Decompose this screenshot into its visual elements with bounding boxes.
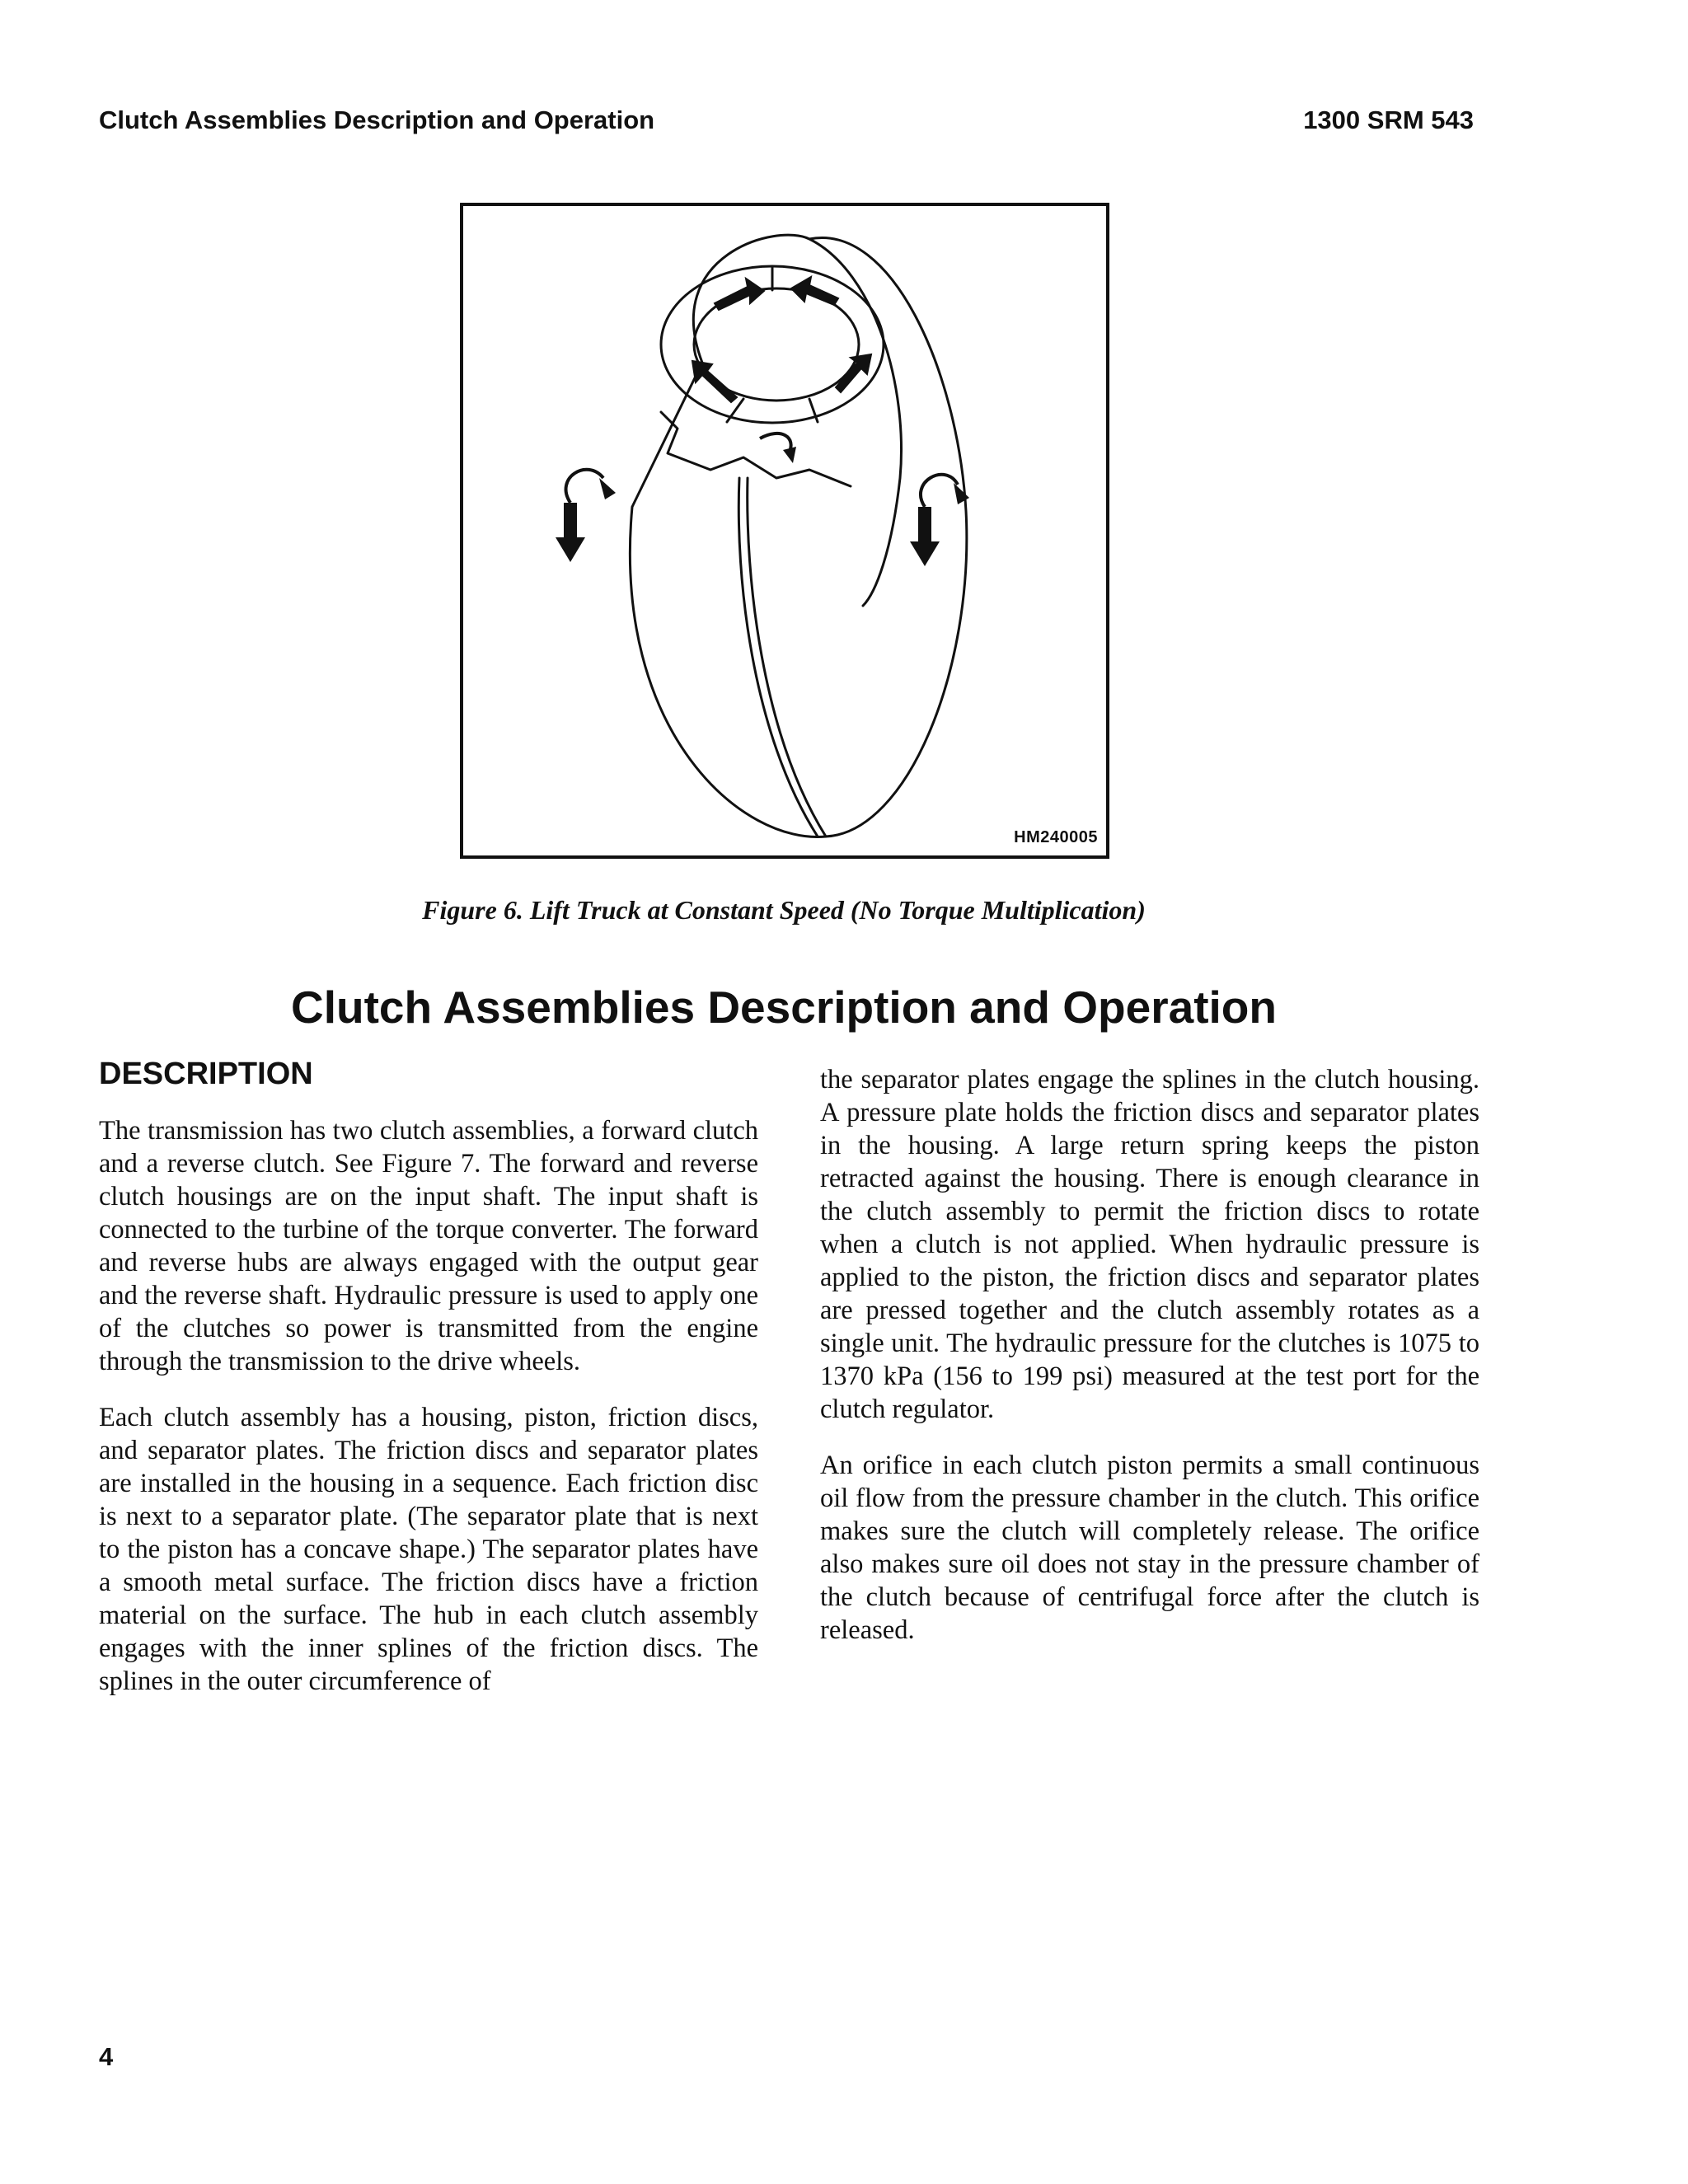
- left-column: [99, 1055, 758, 1721]
- torn-edge: [661, 412, 851, 486]
- arrow-left-icon: [692, 361, 737, 402]
- torque-converter-flow-icon: [463, 206, 1106, 855]
- section-title: Clutch Assemblies Description and Operation: [291, 982, 1277, 1033]
- shell-outline: [630, 235, 966, 837]
- rotation-arrow-left-icon: [556, 470, 616, 562]
- paragraph: Each clutch assembly has a housing, piston, friction discs, and separator plates. The friction discs and separator plates are installed in the housing in a sequence. Each friction disc is next to a separator plate. (The separator plate that is next to the piston has a concave shape.) The separator plates have a smooth metal surface. The friction discs have a friction material on the surface. The hub in each clutch assembly engages with the inner splines of the friction discs. The splines in the outer circumference of: [99, 1403, 758, 1696]
- page-number: 4: [99, 2042, 114, 2071]
- paragraph: the separator plates engage the splines in the clutch housing. A pressure plate holds the friction discs and separator plates in the housing. A large return spring keeps the piston retracted against the housing. There is enough clearance in the clutch assembly to permit the friction discs to rotate when a clutch is not applied. When hydraulic pressure is applied to the piston, the friction discs and separator plates are pressed together and the clutch assembly rotates as a single unit. The hydraulic pressure for the clutches is 1075 to 1370 kPa (156 to 199 psi) measured at the test port for the clutch regulator.: [820, 1065, 1479, 1424]
- rotation-arrow-right-icon: [910, 475, 969, 566]
- paragraph: An orifice in each clutch piston permits a small continuous oil flow from the pressure chamber in the clutch. This orifice makes sure the clutch will completely release. The orifice also makes sure oil does not stay in the pressure chamber of the clutch because of centrifugal force after the clutch is released.: [820, 1451, 1479, 1645]
- paragraph: The transmission has two clutch assemblies, a forward clutch and a reverse clutch. See Figure 7. The forward and reverse clutch housings are on the input shaft. The input shaft is connected to the turbine of the torque converter. The forward and reverse hubs are always engaged with the output gear and the reverse shaft. Hydraulic pressure is used to apply one of the clutches so power is transmitted from the engine through the transmission to the drive wheels.: [99, 1116, 758, 1376]
- running-header: [99, 105, 1474, 142]
- arrow-top-right-icon: [791, 277, 838, 305]
- header-document-number: 1300 SRM 543: [1303, 105, 1474, 134]
- body-seam: [738, 478, 818, 837]
- description-subhead: DESCRIPTION: [99, 1057, 313, 1091]
- arrow-top-left-icon: [715, 279, 764, 310]
- figure-caption: Figure 6. Lift Truck at Constant Speed (No Torque Multiplication): [422, 895, 1146, 925]
- figure-6-frame: [460, 203, 1109, 859]
- header-title: Clutch Assemblies Description and Operation: [99, 105, 655, 134]
- right-column: [820, 1063, 1479, 1670]
- figure-id-label: HM240005: [1014, 828, 1098, 846]
